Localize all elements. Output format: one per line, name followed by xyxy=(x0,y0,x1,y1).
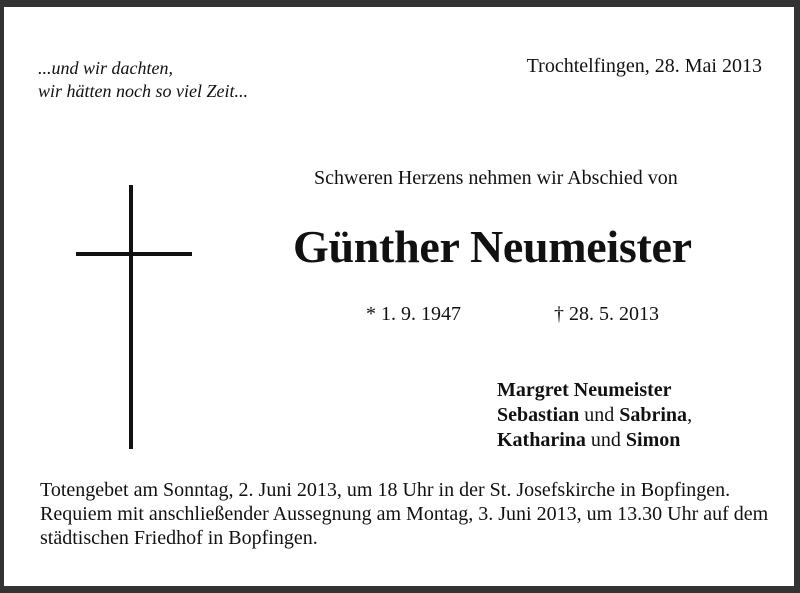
cross-horizontal-bar xyxy=(76,252,192,256)
motto-line-1: ...und wir dachten, xyxy=(38,58,173,78)
place-date: Trochtelfingen, 28. Mai 2013 xyxy=(526,55,762,77)
death-date: † 28. 5. 2013 xyxy=(554,303,659,325)
family-mourners xyxy=(497,378,692,453)
birth-date: * 1. 9. 1947 xyxy=(366,303,461,325)
family-line-3 xyxy=(497,428,692,453)
motto-line-2: wir hätten noch so viel Zeit... xyxy=(38,81,248,101)
motto xyxy=(38,57,248,103)
deceased-name: Günther Neumeister xyxy=(293,221,692,272)
family-line-1 xyxy=(497,378,692,403)
cross-vertical-bar xyxy=(129,185,133,449)
prayer-service-text: Totengebet am Sonntag, 2. Juni 2013, um 18 Uhr in der St. Josefskirche in Bopfingen. xyxy=(40,479,731,501)
mourner-name: Simon xyxy=(625,429,681,451)
mourner-name: Sebastian xyxy=(497,404,580,426)
conjunction: und xyxy=(584,404,615,426)
family-line-2 xyxy=(497,403,692,428)
mourner-name: Katharina xyxy=(497,429,586,451)
conjunction: und xyxy=(590,429,621,451)
service-information xyxy=(40,478,770,550)
mourner-name: Sabrina xyxy=(619,404,688,426)
requiem-text: Requiem mit anschließender Aussegnung am Montag, 3. Juni 2013, um 13.30 Uhr auf dem städtischen Friedhof in Bopfingen. xyxy=(40,503,769,549)
intro-text: Schweren Herzens nehmen wir Abschied von xyxy=(314,167,678,189)
comma: , xyxy=(687,404,693,426)
cross-icon xyxy=(76,185,192,449)
mourner-name: Margret Neumeister xyxy=(497,379,672,401)
